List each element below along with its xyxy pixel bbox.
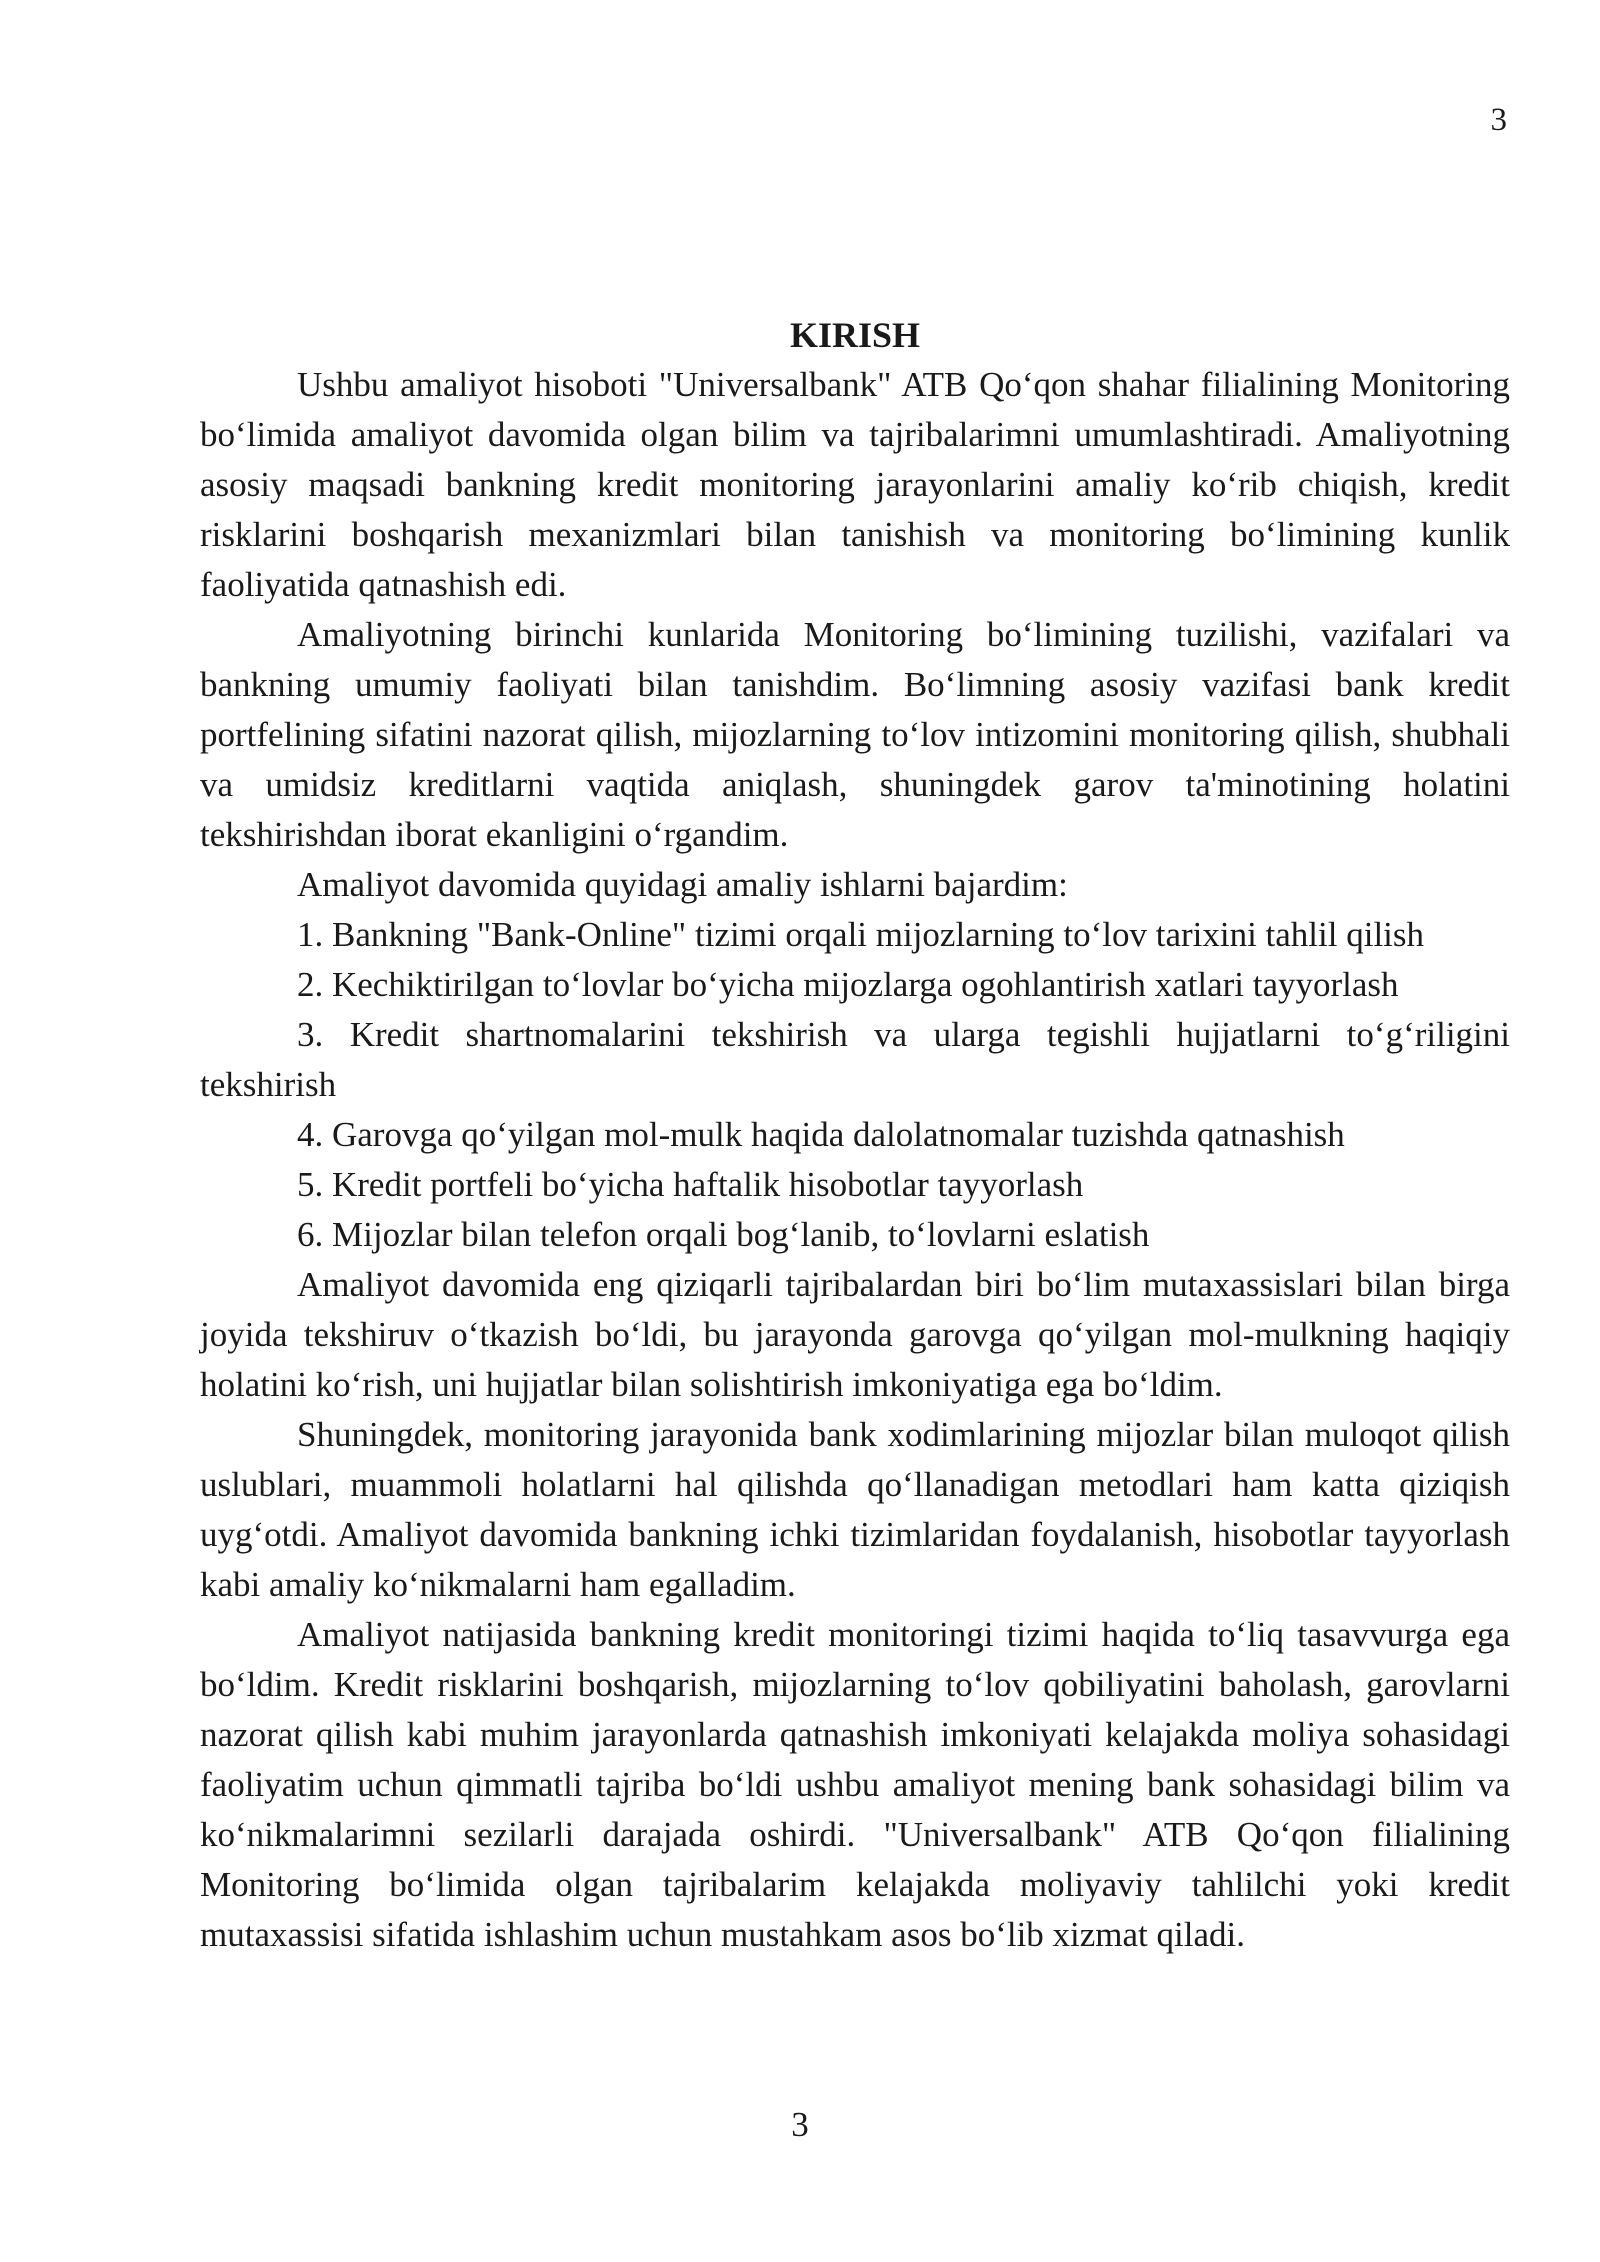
tasks-lead-paragraph: Amaliyot davomida quyidagi amaliy ishlarni bajardim: bbox=[297, 865, 1068, 904]
list-item: 1. Bankning "Bank-Online" tizimi orqali mijozlarning to‘lov tarixini tahlil qilish bbox=[297, 915, 1425, 954]
page-number-top: 3 bbox=[1490, 102, 1507, 138]
list-item: 5. Kredit portfeli bo‘yicha haftalik hisobotlar tayyorlash bbox=[297, 1165, 1084, 1204]
list-item: 2. Kechiktirilgan to‘lovlar bo‘yicha mijozlarga ogohlantirish xatlari tayyorlash bbox=[297, 965, 1399, 1004]
intro-paragraph-2: Amaliyotning birinchi kunlarida Monitoring bo‘limining tuzilishi, vazifalari va bankning umumiy faoliyati bilan tanishdim. Bo‘limning asosiy vazifasi bank kredit portfelining sifatini nazorat qilish, mijozlarning to‘lov intizomini monitoring qilish, shubhali va umidsiz kreditlarni vaqtida aniqlash, shuningdek garov ta'minotining holatini tekshirishdan iborat ekanligini o‘rgandim. bbox=[200, 615, 1510, 854]
tasks-list bbox=[200, 910, 1510, 1260]
closing-paragraph-2: Shuningdek, monitoring jarayonida bank xodimlarining mijozlar bilan muloqot qilish uslublari, muammoli holatlarni hal qilishda qo‘llanadigan metodlari ham katta qiziqish uyg‘otdi. Amaliyot davomida bankning ichki tizimlaridan foydalanish, hisobotlar tayyorlash kabi amaliy ko‘nikmalarni ham egalladim. bbox=[200, 1415, 1510, 1604]
list-item: 4. Garovga qo‘yilgan mol-mulk haqida dalolatnomalar tuzishda qatnashish bbox=[297, 1115, 1345, 1154]
page-number-bottom: 3 bbox=[791, 2105, 809, 2144]
intro-paragraph-1: Ushbu amaliyot hisoboti "Universalbank" ATB Qo‘qon shahar filialining Monitoring bo‘limida amaliyot davomida olgan bilim va tajribalarimni umumlashtiradi. Amaliyotning asosiy maqsadi bankning kredit monitoring jarayonlarini amaliy ko‘rib chiqish, kredit risklarini boshqarish mexanizmlari bilan tanishish va monitoring bo‘limining kunlik faoliyatida qatnashish edi. bbox=[200, 365, 1510, 604]
document-body bbox=[200, 310, 1510, 1960]
list-item: 3. Kredit shartnomalarini tekshirish va ularga tegishli hujjatlarni to‘g‘riligini tekshirish bbox=[200, 1015, 1510, 1104]
closing-paragraph-3: Amaliyot natijasida bankning kredit monitoringi tizimi haqida to‘liq tasavvurga ega bo‘ldim. Kredit risklarini boshqarish, mijozlarning to‘lov qobiliyatini baholash, garovlarni nazorat qilish kabi muhim jarayonlarda qatnashish imkoniyati kelajakda moliya sohasidagi faoliyatim uchun qimmatli tajriba bo‘ldi ushbu amaliyot mening bank sohasidagi bilim va ko‘nikmalarimni sezilarli darajada oshirdi. "Universalbank" ATB Qo‘qon filialining Monitoring bo‘limida olgan tajribalarim kelajakda moliyaviy tahlilchi yoki kredit mutaxassisi sifatida ishlashim uchun mustahkam asos bo‘lib xizmat qiladi. bbox=[200, 1615, 1510, 1954]
list-item: 6. Mijozlar bilan telefon orqali bog‘lanib, to‘lovlarni eslatish bbox=[297, 1215, 1150, 1254]
closing-paragraph-1: Amaliyot davomida eng qiziqarli tajribalardan biri bo‘lim mutaxassislari bilan birga joyida tekshiruv o‘tkazish bo‘ldi, bu jarayonda garovga qo‘yilgan mol-mulkning haqiqiy holatini ko‘rish, uni hujjatlar bilan solishtirish imkoniyatiga ega bo‘ldim. bbox=[200, 1265, 1510, 1404]
section-heading: KIRISH bbox=[789, 315, 921, 355]
